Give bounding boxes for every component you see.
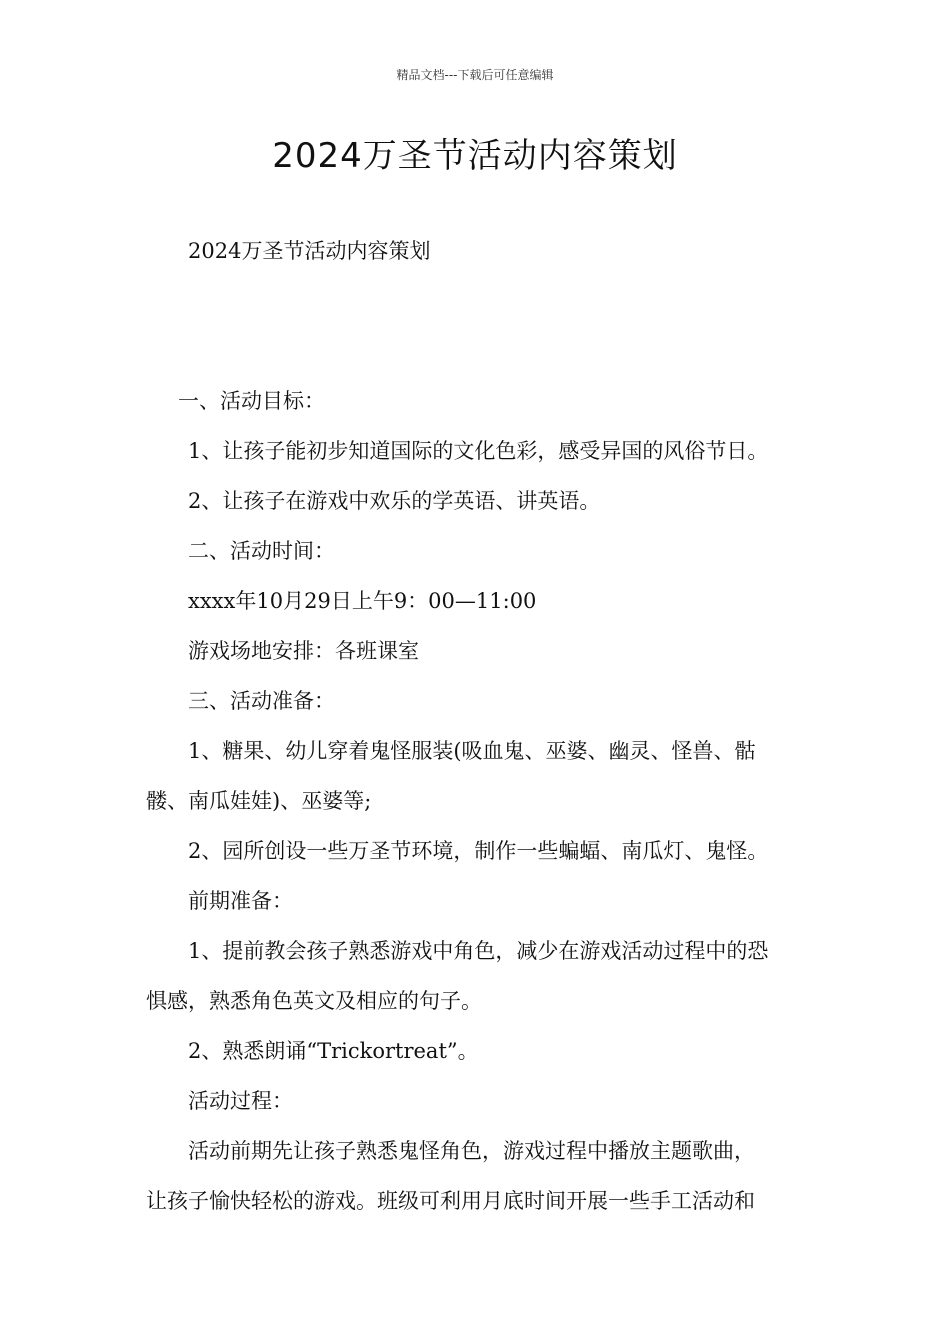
section-heading: 一、活动目标： [178,389,325,413]
paragraph-line: xxxx年10月29日上午9：00—11:00 [188,589,537,613]
paragraph-line: 2、熟悉朗诵“Trickortreat”。 [188,1039,479,1063]
section-heading: 二、活动时间： [188,539,335,563]
page-title: 2024万圣节活动内容策划 [272,136,678,176]
document-subtitle: 2024万圣节活动内容策划 [188,239,431,263]
paragraph-line: 2、园所创设一些万圣节环境，制作一些蝙蝠、南瓜灯、鬼怪。 [188,839,769,863]
paragraph-line: 2、让孩子在游戏中欢乐的学英语、讲英语。 [188,489,601,513]
section-heading: 活动过程： [188,1089,293,1113]
paragraph-line: 1、提前教会孩子熟悉游戏中角色，减少在游戏活动过程中的恐 [188,939,769,963]
header-note: 精品文档---下载后可任意编辑 [396,68,554,82]
paragraph-line: 髅、南瓜娃娃)、巫婆等; [146,789,372,813]
paragraph-line: 惧感，熟悉角色英文及相应的句子。 [146,989,482,1013]
section-heading: 前期准备： [188,889,293,913]
section-heading: 三、活动准备： [188,689,335,713]
paragraph-line: 1、糖果、幼儿穿着鬼怪服装(吸血鬼、巫婆、幽灵、怪兽、骷 [188,739,756,763]
paragraph-line: 活动前期先让孩子熟悉鬼怪角色，游戏过程中播放主题歌曲， [188,1139,755,1163]
paragraph-line: 让孩子愉快轻松的游戏。班级可利用月底时间开展一些手工活动和 [146,1189,755,1213]
paragraph-line: 1、让孩子能初步知道国际的文化色彩，感受异国的风俗节日。 [188,439,769,463]
paragraph-line: 游戏场地安排：各班课室 [188,639,419,663]
